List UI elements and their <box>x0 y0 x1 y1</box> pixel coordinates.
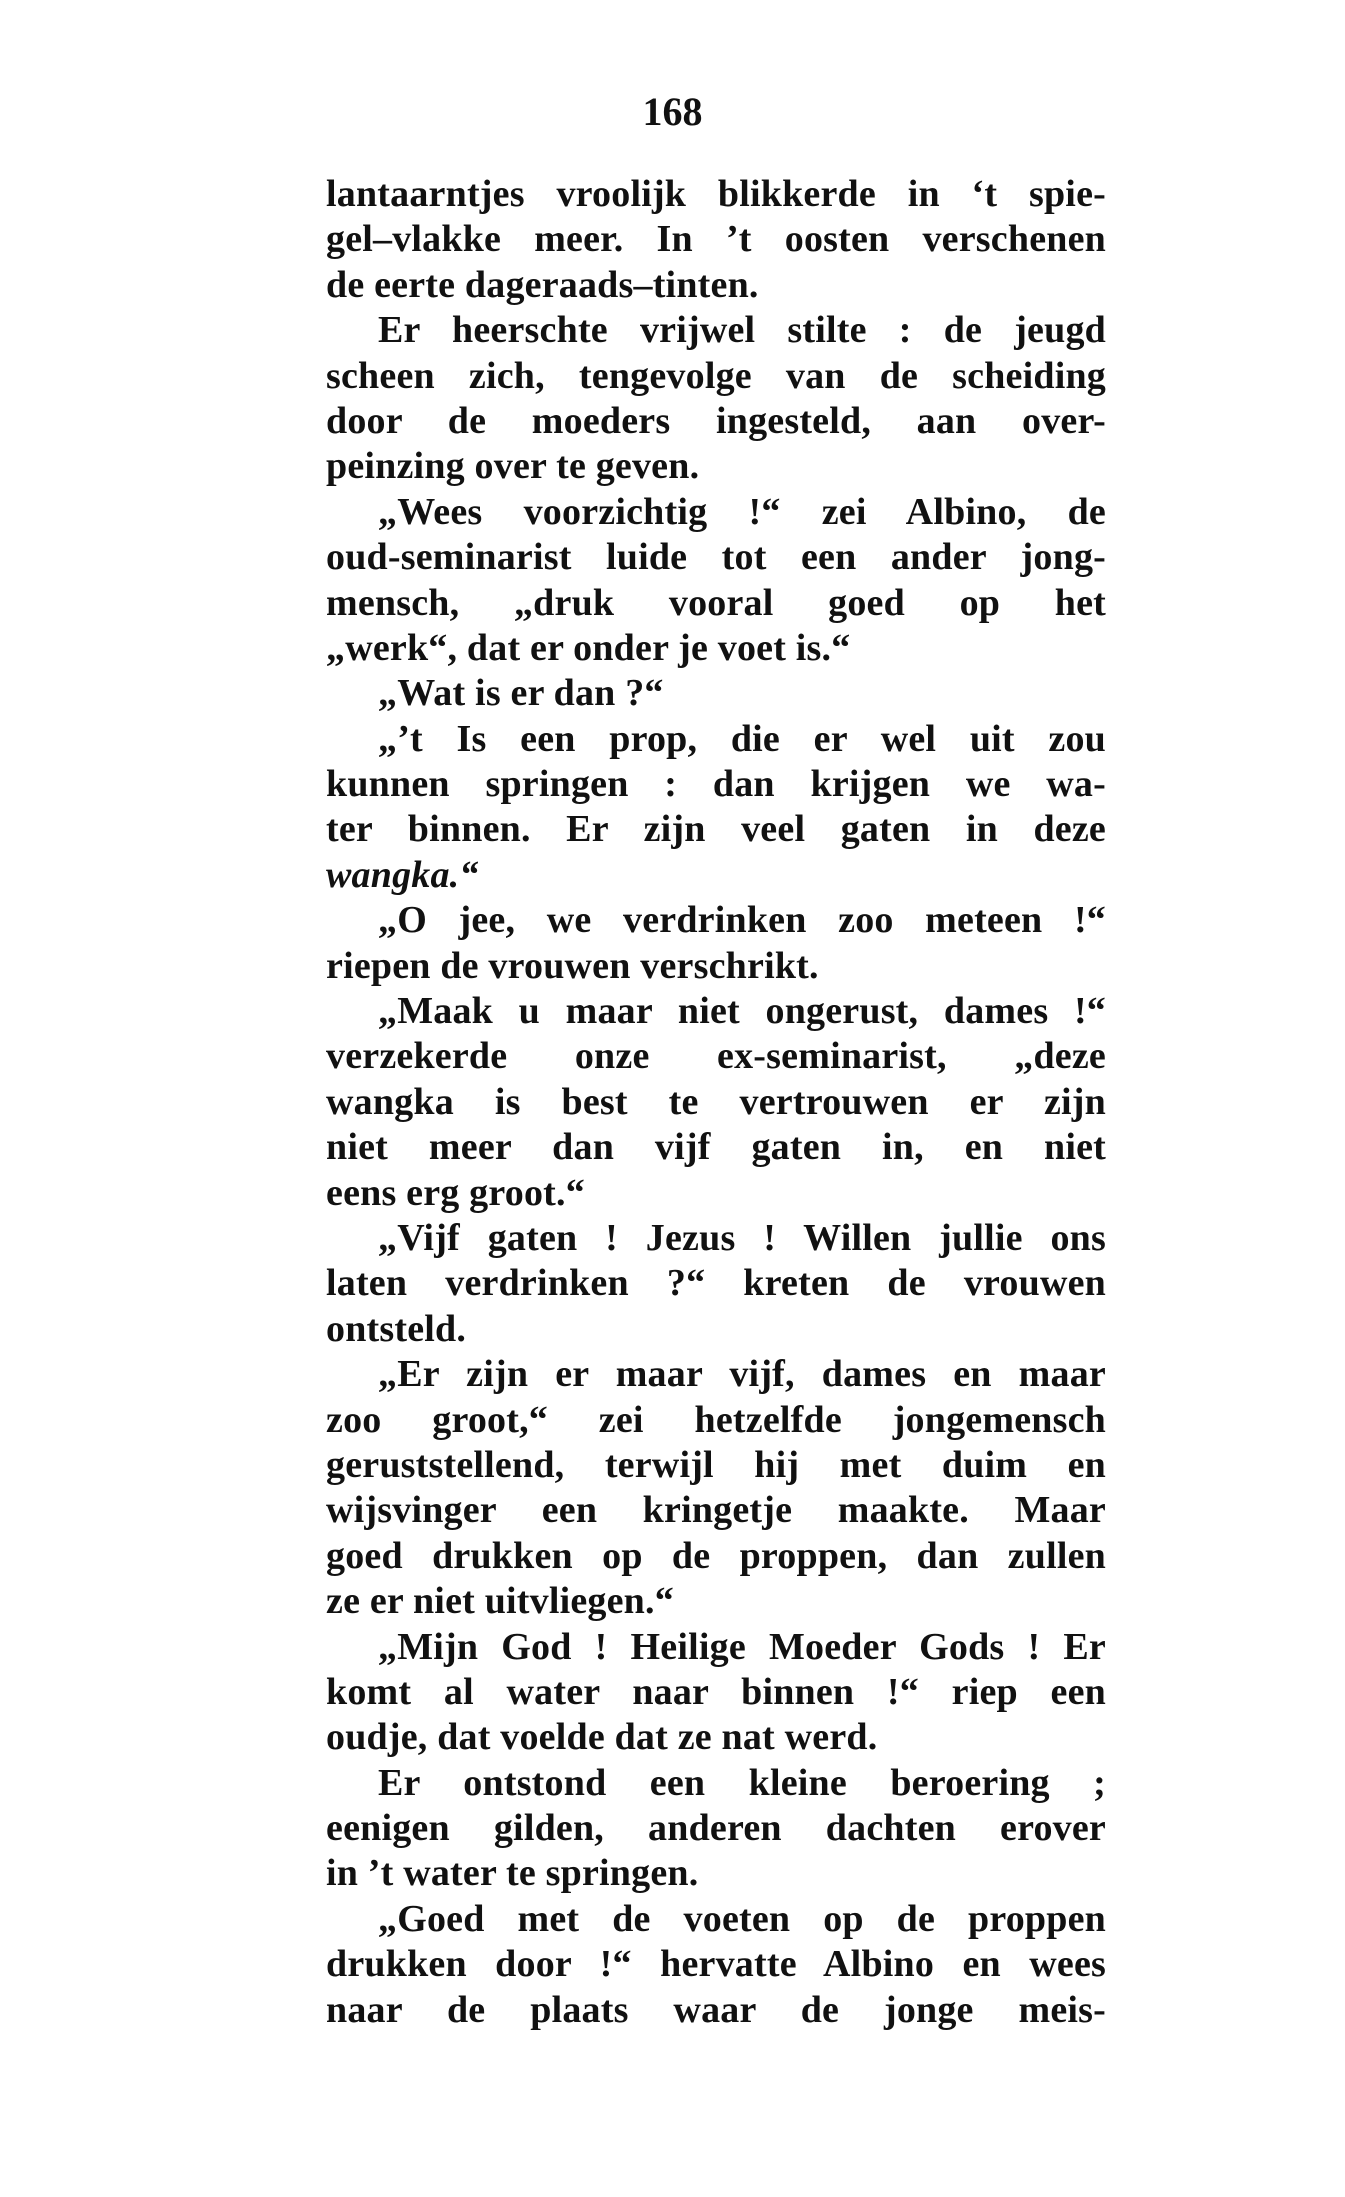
text-line: drukken door !“ hervatte Albino en wees <box>326 1943 1106 1986</box>
text-line: Er ontstond een kleine beroering ; <box>378 1761 1106 1804</box>
text-line: door de moeders ingesteld, aan over- <box>326 399 1106 442</box>
text-line: „werk“, dat er onder je voet is.“ <box>326 626 851 669</box>
text-line: „Mijn God ! Heilige Moeder Gods ! Er <box>378 1625 1106 1668</box>
text-line: zoo groot,“ zei hetzelfde jongemensch <box>326 1398 1106 1441</box>
text-line: „O jee, we verdrinken zoo meteen !“ <box>378 899 1106 942</box>
text-line: ze er niet uitvliegen.“ <box>326 1580 674 1623</box>
text-line: „Maak u maar niet ongerust, dames !“ <box>378 990 1106 1033</box>
text-line: peinzing over te geven. <box>326 445 700 488</box>
text-line: wangka is best te vertrouwen er zijn <box>326 1080 1106 1123</box>
text-line: „Goed met de voeten op de proppen <box>378 1897 1106 1940</box>
text-line: eens erg groot.“ <box>326 1171 585 1214</box>
text-line: de eerte dageraads–tinten. <box>326 263 759 306</box>
text-line: goed drukken op de proppen, dan zullen <box>326 1534 1106 1577</box>
text-line: geruststellend, terwijl hij met duim en <box>326 1443 1106 1486</box>
text-line: „Wees voorzichtig !“ zei Albino, de <box>378 490 1106 533</box>
text-line: eenigen gilden, anderen dachten erover <box>326 1807 1106 1850</box>
text-line: kunnen springen : dan krijgen we wa- <box>326 763 1106 806</box>
text-line: scheen zich, tengevolge van de scheiding <box>326 354 1106 397</box>
text-line: Er heerschte vrijwel stilte : de jeugd <box>378 309 1106 352</box>
text-line: wijsvinger een kringetje maakte. Maar <box>326 1489 1106 1532</box>
text-line: lantaarntjes vroolijk blikkerde in ‘t spie- <box>326 173 1106 215</box>
text-line: naar de plaats waar de jonge meis- <box>326 1988 1106 2031</box>
text-line: riepen de vrouwen verschrikt. <box>326 944 819 987</box>
text-line: verzekerde onze ex-seminarist, „deze <box>326 1035 1106 1078</box>
page-number: 168 <box>642 89 703 134</box>
text-line: komt al water naar binnen !“ riep een <box>326 1670 1106 1713</box>
body-text <box>326 172 1106 2033</box>
text-line: mensch, „druk vooral goed op het <box>326 581 1106 624</box>
text-line: gel–vlakke meer. In ’t oosten verschenen <box>326 218 1106 261</box>
text-line: laten verdrinken ?“ kreten de vrouwen <box>326 1262 1106 1305</box>
text-line: „Er zijn er maar vijf, dames en maar <box>378 1353 1106 1396</box>
text-line: „Wat is er dan ?“ <box>378 672 664 715</box>
text-line: oud-seminarist luide tot een ander jong- <box>326 536 1106 579</box>
text-line: oudje, dat voelde dat ze nat werd. <box>326 1716 878 1759</box>
text-line: „Vijf gaten ! Jezus ! Willen jullie ons <box>378 1216 1106 1259</box>
text-line: „’t Is een prop, die er wel uit zou <box>378 717 1106 760</box>
text-line: wangka.“ <box>326 853 479 896</box>
text-line: ter binnen. Er zijn veel gaten in deze <box>326 808 1106 851</box>
text-line: niet meer dan vijf gaten in, en niet <box>326 1126 1106 1169</box>
text-line: in ’t water te springen. <box>326 1852 699 1895</box>
text-line: ontsteld. <box>326 1307 467 1350</box>
